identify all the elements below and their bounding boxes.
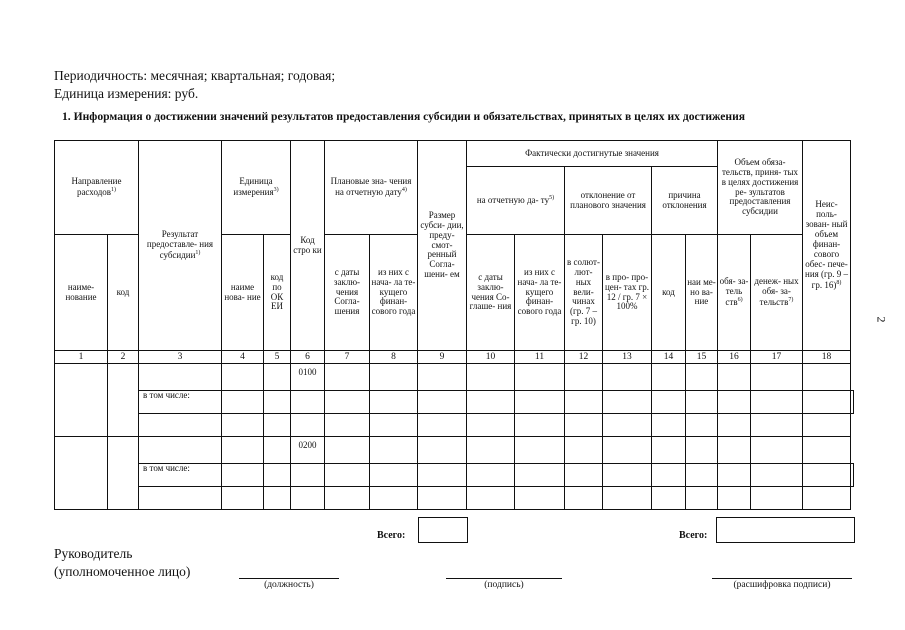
cell-value[interactable] <box>370 487 418 510</box>
col-number: 17 <box>751 351 803 364</box>
col-unit-header: Единица измерения$^{3)}$ <box>222 141 291 235</box>
col-subsidy-size-header: Размер субси- дии, преду- смот- ренный Согла- шени- ем <box>418 141 467 351</box>
total-obligations-box[interactable] <box>716 517 855 543</box>
col-number: 9 <box>418 351 467 364</box>
cell-value[interactable] <box>515 391 565 414</box>
col-unused-header: Неис- поль- зован- ный объем финан- сового обес- пече- ния (гр. 9 – гр. 16)$^{8)}$ <box>803 141 851 351</box>
cell-value[interactable] <box>686 437 718 464</box>
including-label: в том числе: <box>139 464 222 487</box>
cell-value[interactable] <box>686 364 718 391</box>
decoding-line[interactable] <box>712 578 852 579</box>
col-obligations-header: Объем обяза- тельств, приня- тых в целях достижения ре- зультатов предоставления субсидии <box>718 141 803 235</box>
cell-value[interactable] <box>718 391 751 414</box>
unit-line: Единица измерения: руб. <box>54 86 199 101</box>
cell-value[interactable] <box>603 464 652 487</box>
decoding-caption: (расшифровка подписи) <box>733 580 831 590</box>
cell-value[interactable] <box>603 391 652 414</box>
col-number: 12 <box>565 351 603 364</box>
col-unit-name-header: наиме нова- ние <box>222 235 264 351</box>
cell-value[interactable] <box>565 437 603 464</box>
cell-value[interactable] <box>803 414 851 437</box>
table-row <box>55 364 854 391</box>
cell-value[interactable] <box>418 364 467 391</box>
cell-value[interactable] <box>370 437 418 464</box>
including-label: в том числе: <box>139 391 222 414</box>
cell-value[interactable] <box>652 464 686 487</box>
cell-value[interactable] <box>803 464 851 487</box>
cell-value[interactable] <box>718 437 751 464</box>
section-title: 1. Информация о достижении значений результатов предоставления субсидии и обязательствах, принятых в целях их достижения <box>62 110 746 123</box>
cell-value[interactable] <box>565 364 603 391</box>
total-label-left: Всего: <box>377 530 406 541</box>
cell-value[interactable] <box>686 391 718 414</box>
cell-unit-okei[interactable] <box>264 364 291 391</box>
col-deviation-header: отклонение от планового значения <box>565 167 652 235</box>
cell-value[interactable] <box>370 364 418 391</box>
col-number: 13 <box>603 351 652 364</box>
position-caption: (должность) <box>264 580 314 590</box>
cell-value[interactable] <box>222 391 264 414</box>
cell-result[interactable] <box>139 437 222 464</box>
cell-value[interactable] <box>291 487 325 510</box>
cell-code[interactable] <box>108 364 139 437</box>
cell-value[interactable] <box>515 364 565 391</box>
cell-value[interactable] <box>325 391 370 414</box>
col-reason-name-header: наи ме- но ва- ние <box>686 235 718 351</box>
cell-value[interactable] <box>652 391 686 414</box>
table-row <box>55 414 854 437</box>
cell-value[interactable] <box>370 391 418 414</box>
col-name-header: наиме- нование <box>55 235 108 351</box>
cell-value[interactable] <box>652 364 686 391</box>
cell-value[interactable] <box>467 414 515 437</box>
col-number: 6 <box>291 351 325 364</box>
col-number: 8 <box>370 351 418 364</box>
col-number: 2 <box>108 351 139 364</box>
cell-value[interactable] <box>418 391 467 414</box>
cell-value[interactable] <box>222 414 264 437</box>
cell-value[interactable] <box>603 437 652 464</box>
cell-value[interactable] <box>515 487 565 510</box>
col-oblig-header: обя- за- тель ств$^{6)}$ <box>718 235 751 351</box>
cell-value[interactable] <box>515 464 565 487</box>
table-row <box>55 464 854 487</box>
col-at-date-header: на отчетную да- $ту^{5)}$ <box>467 167 565 235</box>
cell-value[interactable] <box>652 487 686 510</box>
cell-unit-name[interactable] <box>222 364 264 391</box>
position-line[interactable] <box>239 578 339 579</box>
col-number: 15 <box>686 351 718 364</box>
cell-value[interactable] <box>418 414 467 437</box>
col-actual-agreement-header: с даты заклю- чения Со- глаше- ния <box>467 235 515 351</box>
col-planned-header: Плановые зна- чения на отчетную дату$^{4)}$ <box>325 141 418 235</box>
cell-value[interactable] <box>718 487 751 510</box>
cell-value[interactable] <box>751 414 803 437</box>
cell-row-code: 0100 <box>291 364 325 391</box>
cell-value[interactable] <box>291 414 325 437</box>
cell-value[interactable] <box>565 487 603 510</box>
cell-value[interactable] <box>686 487 718 510</box>
cell-value[interactable] <box>718 464 751 487</box>
cell-value[interactable] <box>467 437 515 464</box>
cell-value[interactable] <box>718 364 751 391</box>
cell-value[interactable] <box>565 391 603 414</box>
cell-value[interactable] <box>751 437 803 464</box>
cell-value[interactable] <box>515 437 565 464</box>
cell-value[interactable] <box>418 464 467 487</box>
cell-value[interactable] <box>467 464 515 487</box>
cell-value[interactable] <box>751 391 803 414</box>
cell-value[interactable] <box>751 464 803 487</box>
column-numbers-row <box>55 351 854 364</box>
col-direction-header: Направление расходов$^{1)}$ <box>55 141 139 235</box>
col-monetary-header: денеж- ных обя- за- тельств$^{7)}$ <box>751 235 803 351</box>
cell-value[interactable] <box>718 414 751 437</box>
col-number: 3 <box>139 351 222 364</box>
cell-value[interactable] <box>652 414 686 437</box>
col-actual-header: Фактически достигнутые значения <box>467 141 718 167</box>
cell-value[interactable] <box>803 364 851 391</box>
cell-value[interactable] <box>803 437 851 464</box>
col-number: 4 <box>222 351 264 364</box>
col-number: 11 <box>515 351 565 364</box>
col-number: 16 <box>718 351 751 364</box>
cell-unit-name[interactable] <box>222 437 264 464</box>
cell-row-code: 0200 <box>291 437 325 464</box>
cell-name[interactable] <box>55 364 108 437</box>
cell-value[interactable] <box>264 391 291 414</box>
col-reason-code-header: код <box>652 235 686 351</box>
cell-value[interactable] <box>467 364 515 391</box>
cell-value[interactable] <box>851 391 854 414</box>
cell-value[interactable] <box>603 487 652 510</box>
cell-value[interactable] <box>370 414 418 437</box>
col-number: 10 <box>467 351 515 364</box>
cell-code[interactable] <box>108 437 139 510</box>
cell-value[interactable] <box>803 487 851 510</box>
cell-value[interactable] <box>264 414 291 437</box>
page-number: 2 <box>874 316 889 323</box>
cell-value[interactable] <box>418 437 467 464</box>
table-row <box>55 487 854 510</box>
col-code-header: код <box>108 235 139 351</box>
col-row-code-header: Код стро ки <box>291 141 325 351</box>
col-planned-year-header: из них с нача- ла те- кущего финан- сового года <box>370 235 418 351</box>
cell-value[interactable] <box>264 464 291 487</box>
cell-value[interactable] <box>751 487 803 510</box>
cell-value[interactable] <box>222 464 264 487</box>
cell-value[interactable] <box>803 391 851 414</box>
col-number: 5 <box>264 351 291 364</box>
cell-value[interactable] <box>325 414 370 437</box>
col-actual-year-header: из них с нача- ла те- кущего финан- сового года <box>515 235 565 351</box>
cell-value[interactable] <box>418 487 467 510</box>
signature-authorized-label: (уполномоченное лицо) <box>54 564 191 579</box>
cell-value[interactable] <box>291 464 325 487</box>
col-result-header: Результат предоставле- ния субсидии$^{1)}$ <box>139 141 222 351</box>
cell-name[interactable] <box>55 437 108 510</box>
cell-value[interactable] <box>515 414 565 437</box>
col-planned-agreement-header: с даты заклю- чения Согла- шения <box>325 235 370 351</box>
cell-value[interactable] <box>851 464 854 487</box>
cell-value[interactable] <box>264 487 291 510</box>
col-dev-percent-header: в про- про- цен- тах гр. 12 / гр. 7 × 100% <box>603 235 652 351</box>
cell-value[interactable] <box>139 487 222 510</box>
cell-unit-okei[interactable] <box>264 437 291 464</box>
col-number: 1 <box>55 351 108 364</box>
signature-line[interactable] <box>446 578 562 579</box>
cell-result[interactable] <box>139 364 222 391</box>
cell-value[interactable] <box>603 414 652 437</box>
col-number: 14 <box>652 351 686 364</box>
signature-head-label: Руководитель <box>54 546 133 561</box>
total-subsidy-box[interactable] <box>418 517 468 543</box>
col-number: 18 <box>803 351 851 364</box>
cell-value[interactable] <box>686 414 718 437</box>
cell-value[interactable] <box>603 364 652 391</box>
col-unit-okei-header: код по ОК ЕИ <box>264 235 291 351</box>
cell-value[interactable] <box>325 364 370 391</box>
cell-value[interactable] <box>291 391 325 414</box>
cell-value[interactable] <box>325 487 370 510</box>
total-label-right: Всего: <box>679 530 708 541</box>
table-row <box>55 391 854 414</box>
cell-value[interactable] <box>325 464 370 487</box>
cell-value[interactable] <box>222 487 264 510</box>
cell-value[interactable] <box>467 391 515 414</box>
cell-value[interactable] <box>565 414 603 437</box>
cell-value[interactable] <box>325 437 370 464</box>
col-number: 7 <box>325 351 370 364</box>
cell-value[interactable] <box>686 464 718 487</box>
periodicity-line: Периодичность: месячная; квартальная; годовая; <box>54 68 336 83</box>
col-dev-absolute-header: в солют- лют- ных вели- чинах (гр. 7 – гр. 10) <box>565 235 603 351</box>
cell-value[interactable] <box>652 437 686 464</box>
cell-value[interactable] <box>751 364 803 391</box>
cell-value[interactable] <box>139 414 222 437</box>
cell-value[interactable] <box>467 487 515 510</box>
cell-value[interactable] <box>370 464 418 487</box>
table-row <box>55 437 854 464</box>
signature-caption: (подпись) <box>484 580 524 590</box>
col-reason-header: причина отклонения <box>652 167 718 235</box>
subsidy-results-table <box>54 140 854 510</box>
cell-value[interactable] <box>565 464 603 487</box>
